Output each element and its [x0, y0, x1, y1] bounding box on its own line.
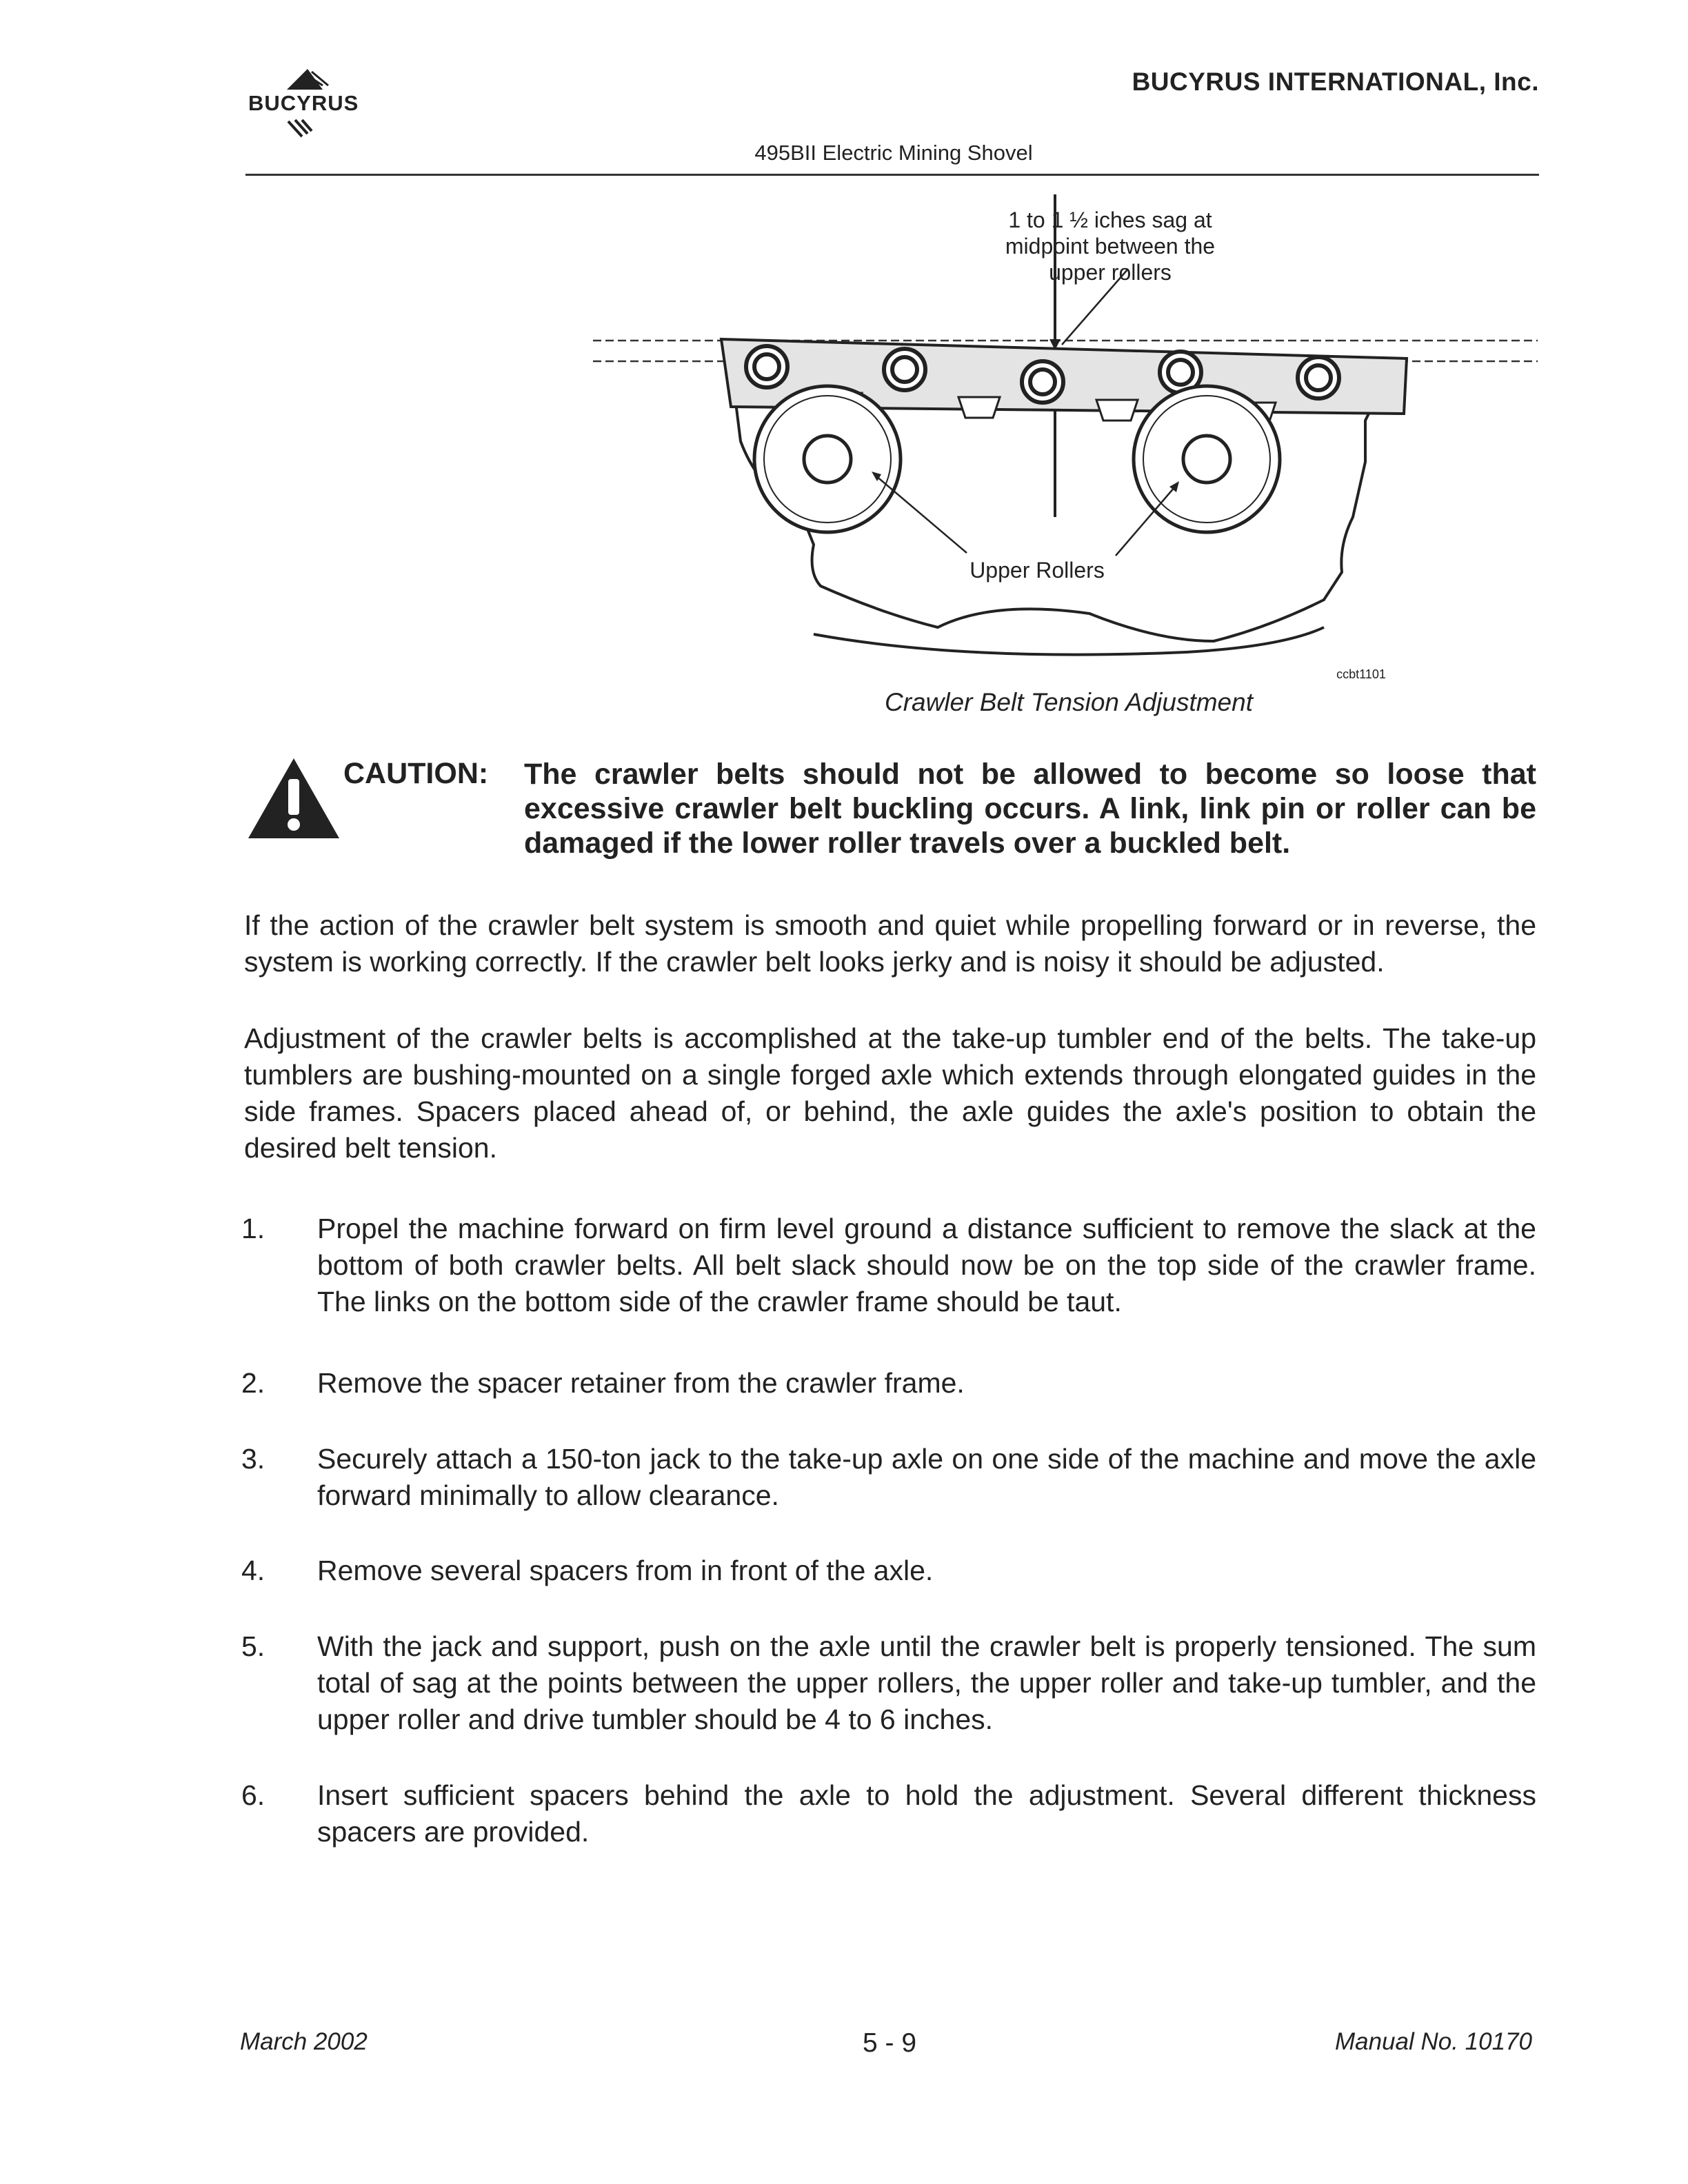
- caution-text: The crawler belts should not be allowed to become so loose that excessive crawler belt buckling occurs. A link, link pin or roller can be damaged if the lower roller travels over a buckled belt.: [524, 758, 1536, 860]
- warning-icon: [245, 756, 342, 841]
- company-name: BUCYRUS INTERNATIONAL, Inc.: [1132, 68, 1539, 96]
- page-subtitle: 495BII Electric Mining Shovel: [754, 141, 1033, 165]
- upper-rollers-label: Upper Rollers: [969, 558, 1105, 583]
- crawler-belt-diagram: [593, 186, 1545, 696]
- step-text: Remove several spacers from in front of the axle.: [317, 1555, 934, 1586]
- sag-note-line-1: 1 to 1 ½ iches sag at: [1008, 208, 1212, 232]
- figure-caption: Crawler Belt Tension Adjustment: [884, 688, 1253, 716]
- step-text: Remove the spacer retainer from the crawler frame.: [317, 1367, 965, 1399]
- caution-label: CAUTION:: [343, 757, 489, 790]
- roller-leader-left: [876, 476, 967, 553]
- paragraph-2: Adjustment of the crawler belts is accomplished at the take-up tumbler end of the belts. The take-up tumblers are bushing-mounted on a single forged axle which extends through elongated guides in the side frames. Spacers placed ahead of, or behind, the axle guides the axle's position to obtain the desired belt tension.: [244, 1022, 1536, 1164]
- logo-text: BUCYRUS: [248, 91, 359, 115]
- step-number: 2.: [241, 1367, 265, 1399]
- step-number: 5.: [241, 1630, 265, 1662]
- step-text: Propel the machine forward on firm level ground a distance sufficient to remove the slack at the bottom of both crawler belts. All belt slack should now be on the top side of the crawler frame. The links on the bottom side of the crawler frame should be taut.: [317, 1213, 1536, 1317]
- upper-roller-left: [754, 386, 901, 532]
- step-text: With the jack and support, push on the axle until the crawler belt is properly tensioned. The sum total of sag at the points between the upper rollers, the upper roller and take-up tumbler, and the upper roller and drive tumbler should be 4 to 6 inches.: [317, 1630, 1536, 1735]
- page-number: 5 - 9: [862, 2028, 917, 2058]
- step-number: 1.: [241, 1213, 265, 1244]
- step-number: 3.: [241, 1443, 265, 1475]
- header-divider: [245, 174, 1539, 176]
- footer-date: March 2002: [240, 2028, 368, 2055]
- step-text: Securely attach a 150-ton jack to the take-up axle on one side of the machine and move the axle forward minimally to allow clearance.: [317, 1443, 1536, 1511]
- bucyrus-logo: [245, 65, 370, 148]
- figure-code: ccbt1101: [1336, 667, 1386, 681]
- step-number: 6.: [241, 1779, 265, 1811]
- sag-note-line-3: upper rollers: [1049, 260, 1172, 285]
- crawler-belt-figure: [593, 186, 1545, 696]
- step-number: 4.: [241, 1555, 265, 1586]
- manual-number: Manual No. 10170: [1334, 2028, 1532, 2055]
- sag-note-line-2: midpoint between the: [1005, 234, 1216, 259]
- paragraph-1: If the action of the crawler belt system is smooth and quiet while propelling forward or in reverse, the system is working correctly. If the crawler belt looks jerky and is noisy it should be adjusted.: [244, 909, 1536, 978]
- step-text: Insert sufficient spacers behind the axle to hold the adjustment. Several different thickness spacers are provided.: [317, 1779, 1536, 1848]
